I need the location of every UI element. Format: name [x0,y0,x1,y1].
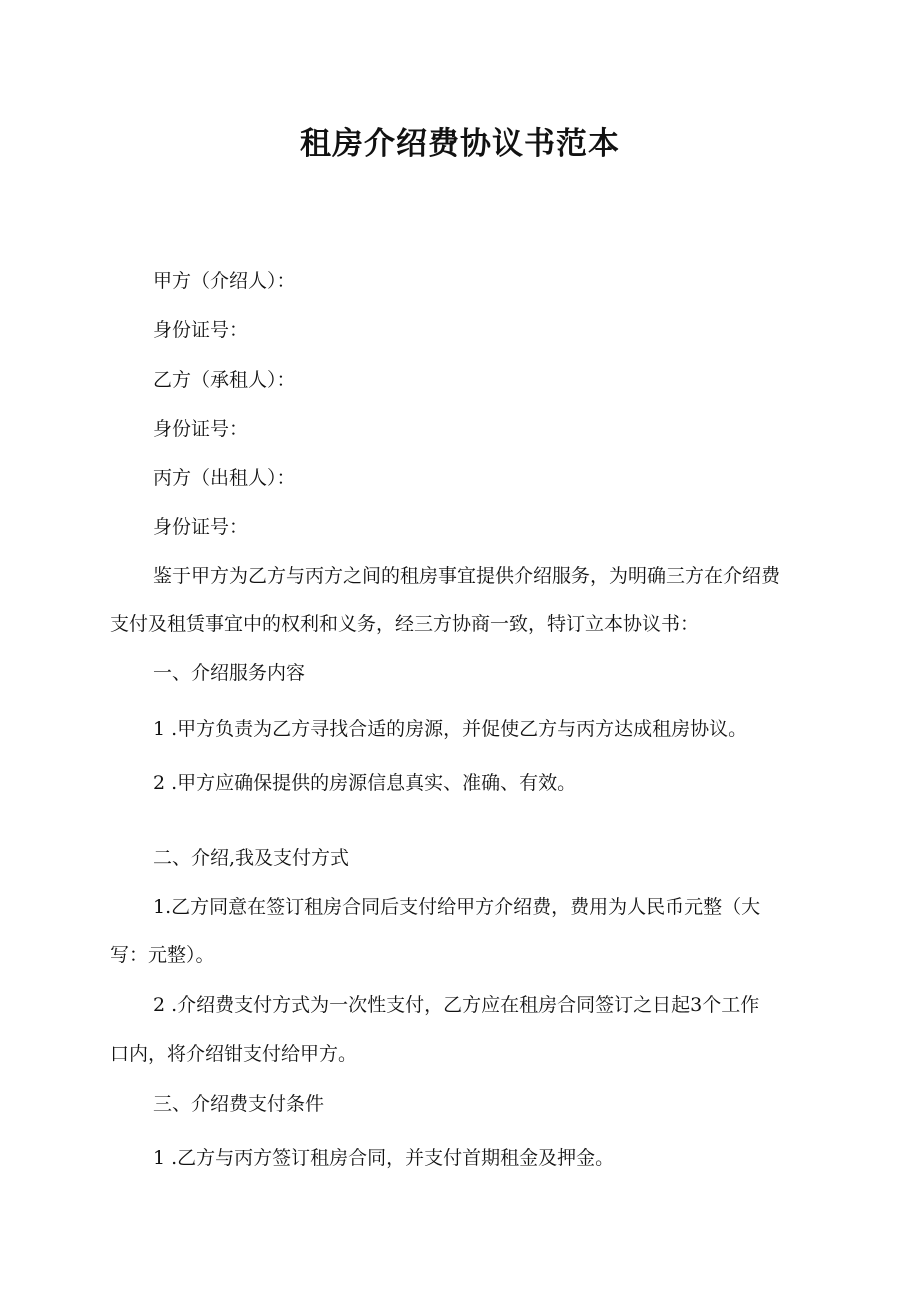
party-c-label: 丙方（出租人）： [153,467,296,489]
section-2-item-2-line-2: 口内，将介绍钳支付给甲方。 [110,1043,358,1065]
section-2-heading: 二、介绍,我及支付方式 [153,847,350,869]
party-b-id-label: 身份证号： [153,418,249,440]
preamble-line-2: 支付及租赁事宜中的权利和义务，经三方协商一致，特订立本协议书： [110,613,700,635]
section-1-heading: 一、介绍服务内容 [153,662,306,684]
section-2-item-2-line-1: 2 .介绍费支付方式为一次性支付，乙方应在租房合同签订之日起3个工作 [153,994,760,1016]
document-title: 租房介绍费协议书范本 [300,126,620,162]
section-3-item-1: 1 .乙方与丙方签订租房合同，并支付首期租金及押金。 [153,1147,615,1169]
party-c-id-label: 身份证号： [153,516,249,538]
section-1-item-1: 1 .甲方负责为乙方寻找合适的房源，并促使乙方与丙方达成租房协议。 [153,718,748,740]
section-3-heading: 三、介绍费支付条件 [153,1093,325,1115]
section-2-item-1-line-2: 写：元整）。 [110,944,215,966]
section-2-item-1-line-1: 1.乙方同意在签订租房合同后支付给甲方介绍费，费用为人民币元整（大 [153,896,761,918]
preamble-line-1: 鉴于甲方为乙方与丙方之间的租房事宜提供介绍服务，为明确三方在介绍费 [153,565,781,587]
party-b-label: 乙方（承租人）： [153,369,296,391]
party-a-label: 甲方（介绍人）： [153,270,296,292]
party-a-id-label: 身份证号： [153,319,249,341]
section-1-item-2: 2 .甲方应确保提供的房源信息真实、准确、有效。 [153,772,577,794]
